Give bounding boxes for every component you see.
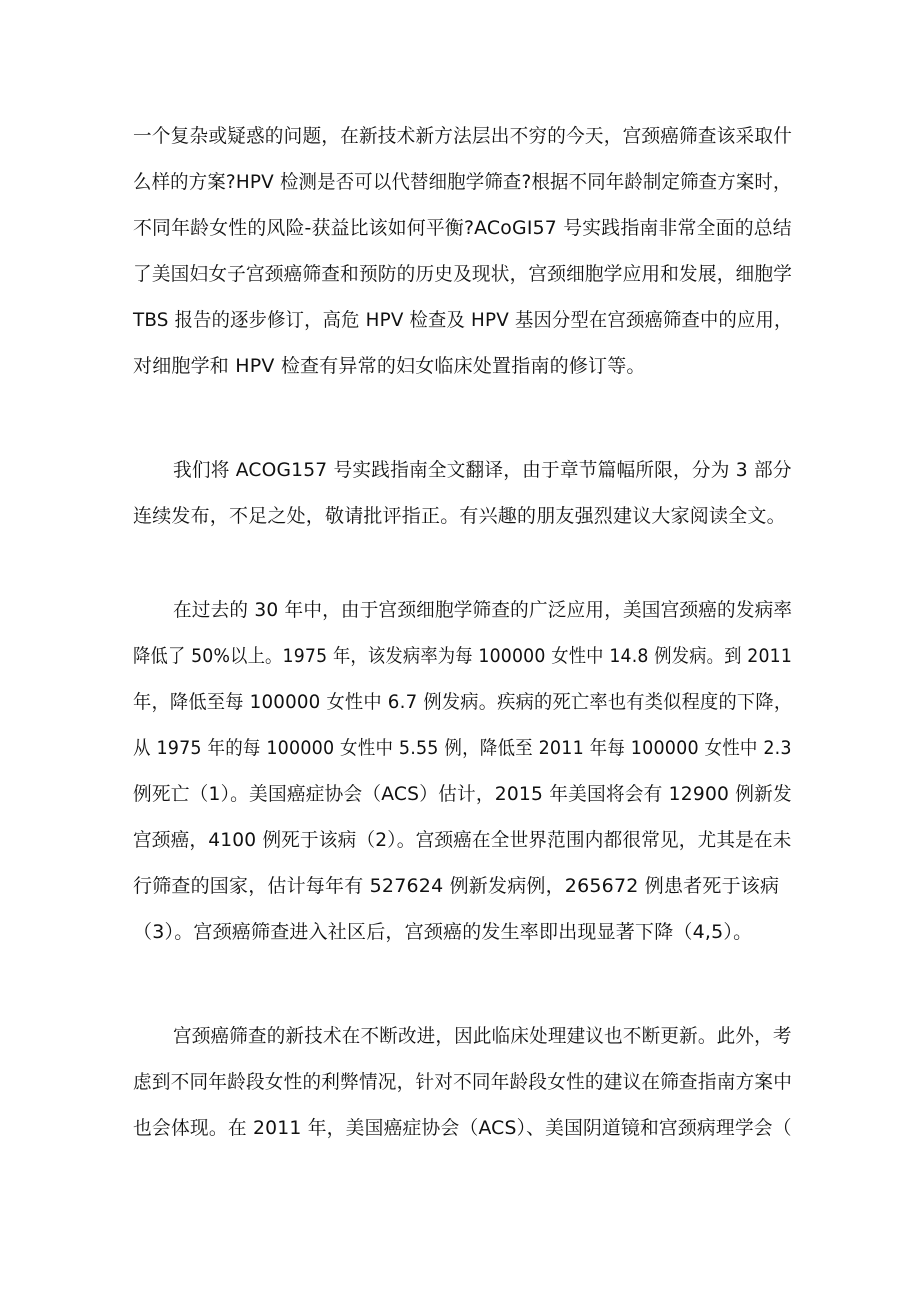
text-line: 在过去的 30 年中，由于宫颈细胞学筛查的广泛应用，美国宫颈癌的发病率 bbox=[173, 599, 793, 621]
text-line: TBS 报告的逐步修订，高危 HPV 检查及 HPV 基因分型在宫颈癌筛查中的应用， bbox=[133, 309, 793, 331]
text-line: 连续发布，不足之处，敬请批评指正。有兴趣的朋友强烈建议大家阅读全文。 bbox=[133, 505, 786, 527]
text-line: 行筛查的国家，估计每年有 527624 例新发病例，265672 例患者死于该病 bbox=[133, 875, 780, 897]
text-line: 从 1975 年的每 100000 女性中 5.55 例，降低至 2011 年每 100000 女性中 2.3 bbox=[133, 737, 792, 759]
text-line: 宫颈癌筛查的新技术在不断改进，因此临床处理建议也不断更新。此外，考 bbox=[173, 1025, 792, 1047]
text-line: 我们将 ACOG157 号实践指南全文翻译，由于章节篇幅所限，分为 3 部分 bbox=[173, 459, 792, 481]
text-line: （3）。宫颈癌筛查进入社区后，宫颈癌的发生率即出现显著下降（4,5）。 bbox=[133, 921, 753, 943]
text-line: 么样的方案?HPV 检测是否可以代替细胞学筛查?根据不同年龄制定筛查方案时， bbox=[133, 171, 792, 193]
text-line: 虑到不同年龄段女性的利弊情况，针对不同年龄段女性的建议在筛查指南方案中 bbox=[133, 1071, 793, 1093]
text-line: 年，降低至每 100000 女性中 6.7 例发病。疾病的死亡率也有类似程度的下降， bbox=[133, 691, 793, 713]
text-line: 例死亡（1）。美国癌症协会（ACS）估计，2015 年美国将会有 12900 例新发 bbox=[133, 783, 792, 805]
text-line: 宫颈癌，4100 例死于该病（2）。宫颈癌在全世界范围内都很常见，尤其是在未 bbox=[133, 829, 792, 851]
text-line: 不同年龄女性的风险-获益比该如何平衡?ACoGI57 号实践指南非常全面的总结 bbox=[133, 217, 792, 239]
text-line: 对细胞学和 HPV 检查有异常的妇女临床处置指南的修订等。 bbox=[133, 355, 646, 377]
text-line: 一个复杂或疑惑的问题，在新技术新方法层出不穷的今天，宫颈癌筛查该采取什 bbox=[133, 125, 793, 147]
text-line: 了美国妇女子宫颈癌筛查和预防的历史及现状，宫颈细胞学应用和发展，细胞学 bbox=[133, 263, 793, 285]
text-line: 降低了 50%以上。1975 年，该发病率为每 100000 女性中 14.8 例发病。到 2011 bbox=[133, 645, 793, 667]
text-line: 也会体现。在 2011 年，美国癌症协会（ACS）、美国阴道镜和宫颈病理学会（ bbox=[133, 1117, 792, 1139]
